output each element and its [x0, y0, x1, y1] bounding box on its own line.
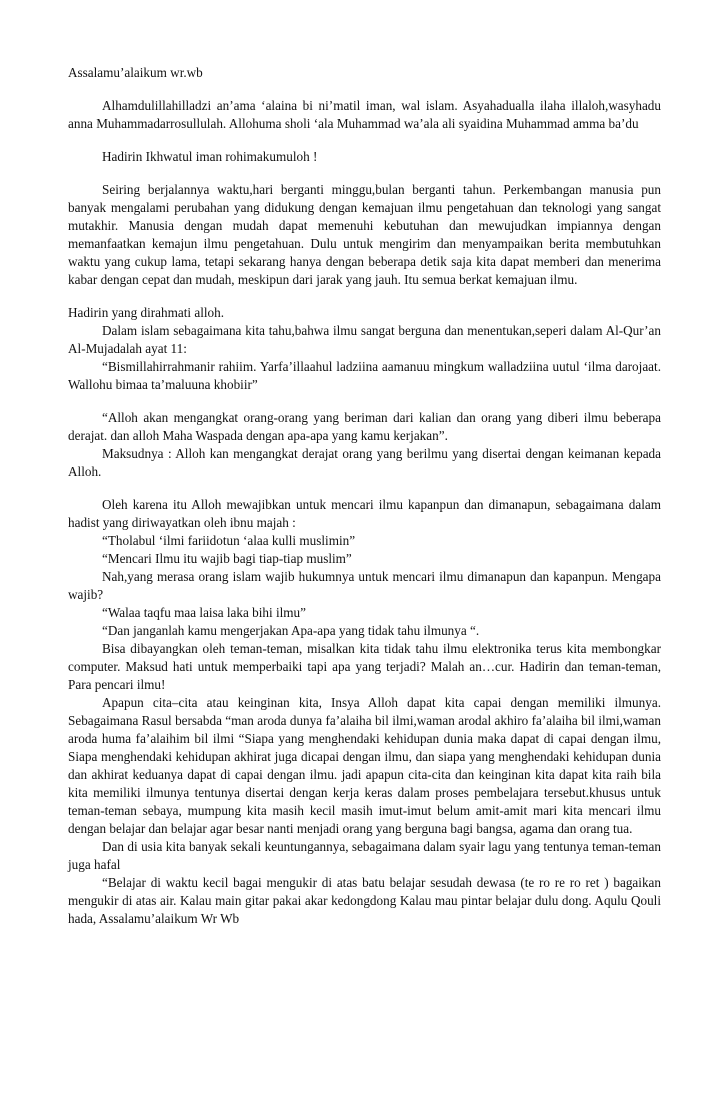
paragraph: Hadirin yang dirahmati alloh. [68, 305, 225, 320]
paragraph: “Dan janganlah kamu mengerjakan Apa-apa yang tidak tahu ilmunya “. [102, 623, 480, 638]
paragraph: Bisa dibayangkan oleh teman-teman, misalkan kita tidak tahu ilmu elektronika terus kita membongkar computer. Maksud hati untuk memperbaiki tapi apa yang terjadi? Malah an…cur. Hadirin dan teman-teman, Para pencari ilmu! [68, 641, 661, 692]
paragraph: Alhamdulillahilladzi an’ama ‘alaina bi ni’matil iman, wal islam. Asyahadualla ilaha illaloh,wasyhadu anna Muhammadarrosullulah. Allohuma sholi ‘ala Muhammad wa’ala ali syaidina Muhammad amma ba’du [68, 98, 661, 131]
paragraph: “Tholabul ‘ilmi fariidotun ‘alaa kulli muslimin” [102, 533, 356, 548]
paragraph: “Alloh akan mengangkat orang-orang yang beriman dari kalian dan orang yang diberi ilmu beberapa derajat. dan alloh Maha Waspada dengan apa-apa yang kamu kerjakan”. [68, 410, 661, 443]
paragraph: Maksudnya : Alloh kan mengangkat derajat orang yang berilmu yang disertai dengan keimanan kepada Alloh. [68, 446, 661, 479]
document-body [68, 64, 661, 928]
paragraph: “Belajar di waktu kecil bagai mengukir di atas batu belajar sesudah dewasa (te ro re ro ret ) bagaikan mengukir di atas air. Kalau main gitar pakai akar kedongdong Kalau mau pintar belajar dulu dong. Aqulu Qouli hada, Assalamu’alaikum Wr Wb [68, 875, 661, 926]
paragraph: Dan di usia kita banyak sekali keuntungannya, sebagaimana dalam syair lagu yang tentunya teman-teman juga hafal [68, 839, 661, 872]
paragraph: Oleh karena itu Alloh mewajibkan untuk mencari ilmu kapanpun dan dimanapun, sebagaimana dalam hadist yang diriwayatkan oleh ibnu majah : [68, 497, 661, 530]
paragraph: Hadirin Ikhwatul iman rohimakumuloh ! [102, 149, 318, 164]
paragraph: “Mencari Ilmu itu wajib bagi tiap-tiap muslim” [102, 551, 352, 566]
paragraph: Nah,yang merasa orang islam wajib hukumnya untuk mencari ilmu dimanapun dan kapanpun. Mengapa wajib? [68, 569, 661, 602]
paragraph: “Bismillahirrahmanir rahiim. Yarfa’illaahul ladziina aamanuu mingkum walladziina uutul ‘ilma darojaat. Wallohu bimaa ta’maluuna khobiir” [68, 359, 661, 392]
paragraph: Apapun cita–cita atau keinginan kita, Insya Alloh dapat kita capai dengan memiliki ilmunya. Sebagaimana Rasul bersabda “man aroda dunya fa’alaiha bil ilmi,waman arodal akhiro fa’alaiha bil ilmi,waman aroda huma fa’alaihim bil ilmi “Siapa yang menghendaki kehidupan dunia maka dapat di capai dengan ilmu, Siapa menghendaki kehidupan akhirat juga dicapai dengan ilmu, dan siapa yang menghendaki kehidupan dunia dan akhirat keduanya dapat di capai dengan ilmu. jadi apapun cita-cita dan keinginan kita dapat kita raih bila kita memiliki ilmunya tentunya disertai dengan kerja keras dalam proses pembelajara tersebut.khusus untuk teman-teman sebaya, mumpung kita masih kecil masih imut-imut belum amit-amit mari kita mencari ilmu dengan belajar dan belajar agar besar nanti menjadi orang yang berguna bagi bangsa, agama dan orang tua. [68, 695, 661, 836]
paragraph: Dalam islam sebagaimana kita tahu,bahwa ilmu sangat berguna dan menentukan,seperi dalam Al-Qur’an Al-Mujadalah ayat 11: [68, 323, 661, 356]
paragraph: “Walaa taqfu maa laisa laka bihi ilmu” [102, 605, 306, 620]
paragraph: Seiring berjalannya waktu,hari berganti minggu,bulan berganti tahun. Perkembangan manusia pun banyak mengalami perubahan yang didukung dengan kemajuan ilmu pengetahuan dan teknologi yang sangat mutakhir. Manusia dengan mudah dapat memenuhi kebutuhan dan mewujudkan impiannya dengan memanfaatkan kemajun ilmu pengetahuan. Dulu untuk mengirim dan menyampaikan berita membutuhkan waktu yang cukup lama, tetapi sekarang hanya dengan beberapa detik saja kita dapat memberi dan menerima kabar dengan cepat dan mudah, meskipun dari jarak yang jauh. Itu semua berkat kemajuan ilmu. [68, 182, 661, 287]
paragraph: Assalamu’alaikum wr.wb [68, 65, 203, 80]
